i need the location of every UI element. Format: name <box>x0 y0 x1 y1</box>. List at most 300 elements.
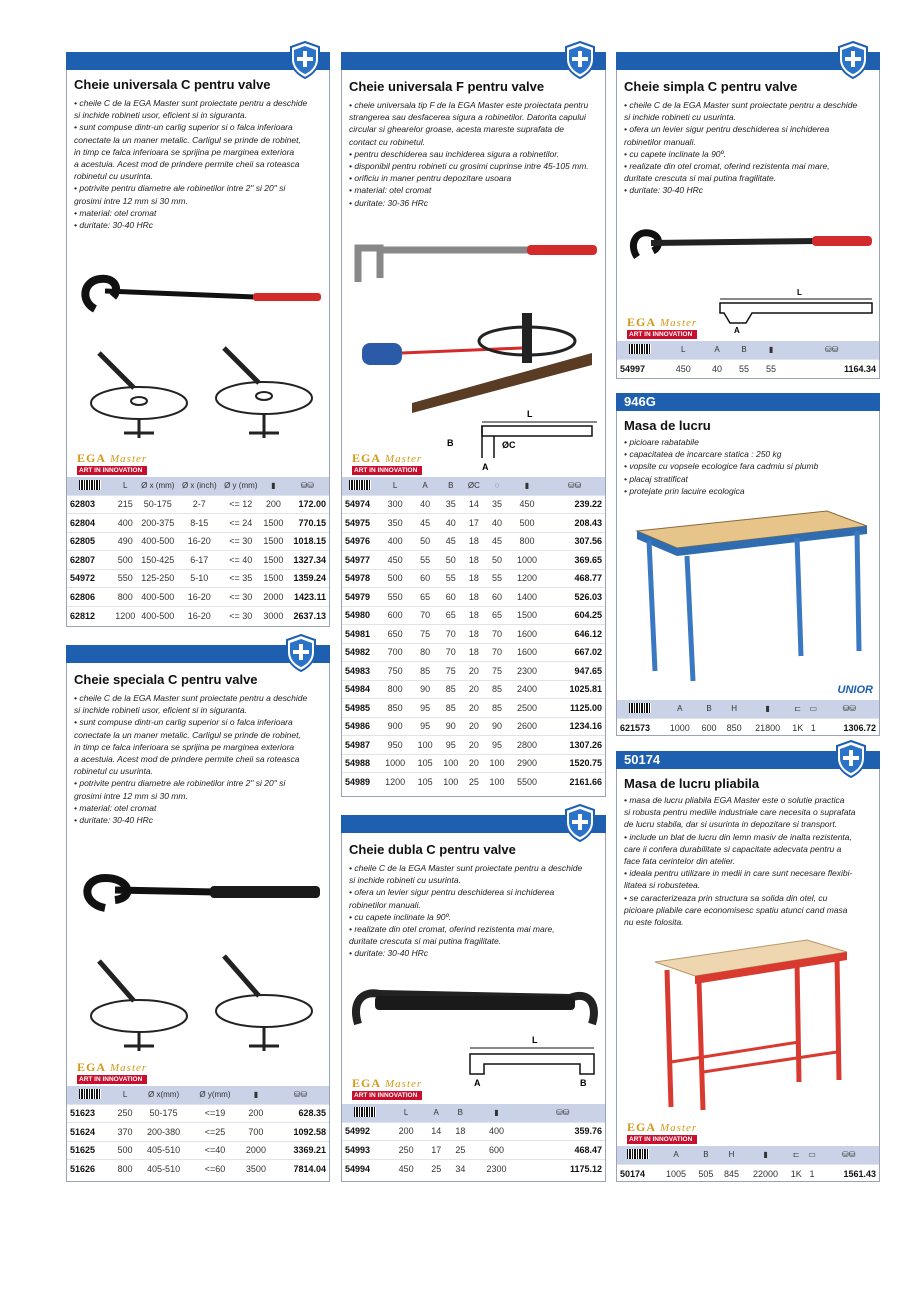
description-line: conectate la un maner metalic. Carligul se prinde de robinet, <box>74 134 301 145</box>
price-coins-icon: ⛁⛁ <box>272 1086 329 1104</box>
table-cell: 550 <box>113 569 137 588</box>
table-cell: 1K <box>787 1164 806 1183</box>
table-cell: 35 <box>438 495 464 514</box>
table-cell: 700 <box>378 643 412 662</box>
article-code: 54980 <box>342 606 378 625</box>
description-line: face fata cerintelor din atelier. <box>624 856 736 867</box>
article-code: 54976 <box>342 532 378 551</box>
description-line: robinetilor manuali. <box>624 136 696 147</box>
description-line: • masa de lucru pliabila EGA Master este o solutie practica <box>624 795 845 805</box>
description-line: • sunt compuse dintr-un carlig superior si o falca inferioara <box>74 717 293 728</box>
table-cell: 60 <box>412 569 438 588</box>
table-cell: 90 <box>412 680 438 699</box>
price-cell: 1234.16 <box>544 717 605 736</box>
article-code: 54975 <box>342 514 378 533</box>
description-line: grosimi intre 12 mm si 30 mm. <box>74 195 188 206</box>
price-cell: 667.02 <box>544 643 605 662</box>
ega-master-logo: EGA Master ART IN INNOVATION <box>77 451 148 474</box>
table-cell: 14 <box>464 495 485 514</box>
table-row <box>342 1159 605 1178</box>
table-cell: 90 <box>484 717 510 736</box>
table-cell: 2-7 <box>178 495 220 514</box>
product-title: Cheie simpla C pentru valve <box>624 79 798 94</box>
table-cell: 405-510 <box>137 1160 190 1179</box>
article-code: 54984 <box>342 680 378 699</box>
description-line: • cheile C de la EGA Master sunt proiectate pentru a deschide <box>74 98 308 108</box>
spec-table: A B H ▮ ⊏ ▭ ⛁⛁ 50174 1005 505 845 22000 1K 1 1561.43 <box>617 1146 879 1183</box>
product-code: 946G <box>624 394 656 409</box>
table-cell: 1K <box>789 718 807 737</box>
table-row <box>342 495 605 514</box>
table-cell: 55 <box>412 551 438 570</box>
product-description <box>74 692 307 826</box>
table-cell: 1600 <box>510 625 544 644</box>
table-cell: 55 <box>731 359 758 378</box>
price-coins-icon: ⛁⛁ <box>286 477 329 495</box>
price-cell: 208.43 <box>544 514 605 533</box>
article-code: 50174 <box>617 1164 659 1183</box>
dim-l-label: L <box>527 409 533 419</box>
article-code: 62804 <box>67 514 113 533</box>
product-title: Cheie dubla C pentru valve <box>349 842 516 857</box>
price-cell: 468.77 <box>544 569 605 588</box>
table-cell: 400 <box>472 1122 520 1141</box>
table-row <box>617 718 879 737</box>
table-row <box>342 699 605 718</box>
table-cell: <= 35 <box>220 569 261 588</box>
dim-b-label: B <box>580 1078 587 1088</box>
ega-master-logo: EGA Master ART IN INNOVATION <box>627 315 698 338</box>
card-cheie-speciala-c <box>66 645 330 1182</box>
description-line: • potrivite pentru diametre ale robinetilor intre 2" si 20" si <box>74 778 286 789</box>
article-code: 54982 <box>342 643 378 662</box>
table-cell: 845 <box>719 1164 745 1183</box>
spec-table: L Ø x(mm) Ø y(mm) ▮ ⛁⛁ 51623 250 50-175 <=19 200 628.35 51624 370 200-380 <=25 700 1092.58 51625 500 405-510 <=40 2000 3369.21 51626 800 405-510 <=60 3500 7814.04 <box>67 1086 329 1178</box>
description-line: a acestuia. Acest mod de prindere permite cheii sa roteasca <box>74 754 300 765</box>
weight-icon: ▮ <box>747 700 789 718</box>
table-row <box>342 662 605 681</box>
dim-a-label: A <box>474 1078 481 1088</box>
table-cell: 45 <box>438 532 464 551</box>
spec-table: L A B ▮ ⛁⛁ 54997 450 40 55 55 1164.34 <box>617 341 879 378</box>
product-description <box>74 97 307 231</box>
table-cell: 20 <box>464 699 485 718</box>
table-cell: 40 <box>412 495 438 514</box>
weight-icon: ▮ <box>240 1086 272 1104</box>
product-description <box>624 794 856 928</box>
table-row <box>342 532 605 551</box>
description-line: robinetul cu usurinta. <box>74 171 153 182</box>
price-cell: 2637.13 <box>286 606 329 625</box>
price-cell: 1327.34 <box>286 551 329 570</box>
article-code: 54989 <box>342 773 378 792</box>
table-cell: 3500 <box>240 1160 272 1179</box>
table-cell: 200 <box>261 495 285 514</box>
table-cell: 2400 <box>510 680 544 699</box>
description-line: robinetilor manuali. <box>349 899 421 910</box>
price-cell: 1520.75 <box>544 754 605 773</box>
price-cell: 369.65 <box>544 551 605 570</box>
card-masa-de-lucru <box>616 393 880 736</box>
table-cell: 85 <box>438 699 464 718</box>
table-row <box>617 1164 879 1183</box>
article-code: 62803 <box>67 495 113 514</box>
dimension-drawing <box>462 1034 602 1089</box>
table-row <box>342 1141 605 1160</box>
price-cell: 1018.15 <box>286 532 329 551</box>
table-cell: 20 <box>464 680 485 699</box>
table-row <box>67 495 329 514</box>
table-cell: 1400 <box>510 588 544 607</box>
product-title: Cheie universala F pentru valve <box>349 79 545 94</box>
weight-icon: ▮ <box>261 477 285 495</box>
dim-b-label: B <box>447 438 454 448</box>
price-cell: 1125.00 <box>544 699 605 718</box>
table-cell: 70 <box>412 606 438 625</box>
table-cell: 21800 <box>747 718 789 737</box>
price-cell: 646.12 <box>544 625 605 644</box>
price-cell: 1164.34 <box>785 359 879 378</box>
table-cell: 1600 <box>510 643 544 662</box>
spec-table: L A B ▮ ⛁⛁ 54992 200 14 18 400 359.76 54993 250 17 25 600 468.47 54994 450 25 34 2300 1175.12 <box>342 1104 605 1178</box>
dim-a-label: A <box>734 326 740 335</box>
description-line: • duritate: 30-36 HRc <box>349 197 429 208</box>
description-line: conectate la un maner metalic. Carligul se prinde de robinet, <box>74 729 301 740</box>
table-cell: 14 <box>424 1122 448 1141</box>
description-line: nu este folosita. <box>624 917 684 928</box>
table-row <box>342 625 605 644</box>
article-code: 54993 <box>342 1141 388 1160</box>
pallet-icon: ⊏ <box>789 700 807 718</box>
table-cell: 400 <box>113 514 137 533</box>
table-cell: 75 <box>438 662 464 681</box>
description-line: si robusta pentru mediile industriale care necesita o suprafata <box>624 807 856 818</box>
description-line: • cheile C de la EGA Master sunt proiectate pentru a deschide <box>624 100 858 110</box>
table-cell: 20 <box>464 662 485 681</box>
article-code: 62812 <box>67 606 113 625</box>
table-cell: 25 <box>464 773 485 792</box>
description-line: duritate crescuta si mai putina fragilitate. <box>624 173 777 184</box>
price-cell: 604.25 <box>544 606 605 625</box>
description-line: • orificiu in maner pentru depozitare usoara <box>349 173 512 184</box>
title-bar <box>616 393 880 411</box>
table-row <box>342 773 605 792</box>
table-cell: 85 <box>438 680 464 699</box>
article-code: 51626 <box>67 1160 113 1179</box>
price-cell: 1306.72 <box>820 718 879 737</box>
dimension-drawing <box>712 285 877 335</box>
table-cell: <=25 <box>190 1123 240 1142</box>
weight-icon: ▮ <box>510 477 544 495</box>
table-cell: 85 <box>412 662 438 681</box>
price-cell: 1025.81 <box>544 680 605 699</box>
description-line: • material: otel cromat <box>349 185 432 196</box>
dimension-drawing <box>442 408 602 473</box>
table-cell: 200 <box>240 1104 272 1123</box>
table-cell: 400-500 <box>137 588 178 607</box>
table-cell: 1000 <box>378 754 412 773</box>
table-cell: 18 <box>464 625 485 644</box>
table-row <box>67 532 329 551</box>
price-coins-icon: ⛁⛁ <box>818 1146 879 1164</box>
table-cell: 100 <box>438 773 464 792</box>
table-cell: <= 12 <box>220 495 261 514</box>
price-cell: 307.56 <box>544 532 605 551</box>
table-cell: 95 <box>412 699 438 718</box>
table-cell: 1000 <box>663 718 696 737</box>
table-cell: 16-20 <box>178 532 220 551</box>
table-row <box>342 569 605 588</box>
description-line: • realizate din otel cromat, oferind rezistenta mai mare, <box>349 924 555 935</box>
table-cell: 800 <box>510 532 544 551</box>
table-cell: 70 <box>484 625 510 644</box>
description-line: • ofera un levier sigur pentru deschiderea si inchiderea <box>624 124 830 135</box>
product-description <box>349 99 589 209</box>
price-cell: 1307.26 <box>544 736 605 755</box>
description-line: si inchide robineti usor, eficient si in siguranta. <box>74 705 247 716</box>
description-line: grosimi intre 12 mm si 30 mm. <box>74 790 188 801</box>
table-cell: 200-375 <box>137 514 178 533</box>
table-cell: 20 <box>464 717 485 736</box>
article-code: 54997 <box>617 359 663 378</box>
card-cheie-dubla-c <box>341 815 606 1182</box>
workbench-image <box>627 506 872 686</box>
table-cell: 20 <box>464 736 485 755</box>
description-line: robinetul cu usurinta. <box>74 766 153 777</box>
table-cell: 18 <box>464 606 485 625</box>
description-line: • cheile C de la EGA Master sunt proiectate pentru a deschide <box>74 693 308 703</box>
table-cell: 16-20 <box>178 606 220 625</box>
table-row <box>67 1160 329 1179</box>
description-line: • cheie universala tip F de la EGA Master este proiectata pentru <box>349 100 589 110</box>
table-cell: 50-175 <box>137 1104 190 1123</box>
ega-master-logo: EGA Master ART IN INNOVATION <box>352 451 423 474</box>
table-cell: 20 <box>464 754 485 773</box>
table-cell: 600 <box>472 1141 520 1160</box>
table-cell: 400 <box>378 532 412 551</box>
spec-table: A B H ▮ ⊏ ▭ ⛁⛁ 621573 1000 600 850 21800 1K 1 1306.72 <box>617 700 879 737</box>
wrench-f-image <box>352 238 602 288</box>
barcode-icon <box>627 1149 649 1159</box>
barcode-icon <box>79 480 101 490</box>
table-cell: 505 <box>693 1164 719 1183</box>
wrench-special-image <box>75 868 325 918</box>
description-line: • duritate: 30-40 HRc <box>74 220 154 231</box>
price-cell: 1175.12 <box>521 1159 605 1178</box>
table-cell: 5-10 <box>178 569 220 588</box>
table-cell: <= 24 <box>220 514 261 533</box>
table-row <box>67 514 329 533</box>
table-cell: 650 <box>378 625 412 644</box>
table-cell: 1 <box>806 1164 819 1183</box>
table-cell: 1500 <box>510 606 544 625</box>
wrench-simple-image <box>627 223 877 263</box>
article-code: 54983 <box>342 662 378 681</box>
table-cell: 40 <box>704 359 731 378</box>
table-cell: 85 <box>484 699 510 718</box>
description-line: • vopsite cu vopsele ecologice fara cadmiu si plumb <box>624 461 819 472</box>
folding-workbench-image <box>647 932 857 1112</box>
ega-master-logo: EGA Master ART IN INNOVATION <box>627 1120 698 1143</box>
table-cell: 17 <box>464 514 485 533</box>
article-code: 54994 <box>342 1159 388 1178</box>
table-cell: 60 <box>484 588 510 607</box>
table-cell: 1 <box>807 718 820 737</box>
description-line: • se caracterizeaza prin structura sa solida din otel, cu <box>624 892 828 903</box>
spec-table: L A B ØC ◌ ▮ ⛁⛁ 54974 300 40 35 14 35 450 239.22 54975 350 45 40 17 40 500 208.43 54976 400 50 45 18 45 800 307.56 54977 450 55 50 18 50 1000 369.65 54978 500 60 55 18 55 1200 468.77 54979 550 65 60 18 60 1400 526.03 54980 600 70 65 18 65 1500 604.25 54981 650 75 70 18 70 1600 646.12 54982 700 80 70 18 70 1600 667.02 54983 750 85 75 20 75 2300 947.65 54984 800 90 85 20 85 2400 1025.81 54985 850 95 85 20 85 2500 1125.00 54986 900 95 90 20 90 2600 1234.16 54987 950 100 95 20 95 2800 1307.26 54988 1000 105 100 20 100 2900 1520.75 54989 1200 105 100 25 100 5500 2161.66 <box>342 477 605 791</box>
description-line: • capacitatea de incarcare statica : 250 kg <box>624 449 782 460</box>
description-line: de lucru stabila, dar si usurinta in depozitare si transport. <box>624 819 838 830</box>
usage-illustration <box>79 333 324 443</box>
description-line: contact cu robinetul. <box>349 136 426 147</box>
table-cell: 450 <box>510 495 544 514</box>
table-cell: 500 <box>113 551 137 570</box>
table-cell: 50 <box>438 551 464 570</box>
description-line: care ii confera durabilitate si capacitate adecvata pentru a <box>624 843 842 854</box>
table-cell: 2900 <box>510 754 544 773</box>
table-cell: 1005 <box>659 1164 693 1183</box>
table-cell: 18 <box>464 551 485 570</box>
dim-l-label: L <box>797 288 802 297</box>
description-line: • duritate: 30-40 HRc <box>624 185 704 196</box>
dim-c-label: ØC <box>502 440 516 450</box>
article-code: 54985 <box>342 699 378 718</box>
table-cell: 70 <box>438 643 464 662</box>
table-row <box>617 359 879 378</box>
price-cell: 1561.43 <box>818 1164 879 1183</box>
table-cell: <= 30 <box>220 532 261 551</box>
price-cell: 239.22 <box>544 495 605 514</box>
price-cell: 2161.66 <box>544 773 605 792</box>
table-cell: 80 <box>412 643 438 662</box>
table-cell: 215 <box>113 495 137 514</box>
dim-l-label: L <box>532 1035 538 1045</box>
table-row <box>67 606 329 625</box>
price-cell: 1359.24 <box>286 569 329 588</box>
table-cell: 50-175 <box>137 495 178 514</box>
table-cell: 125-250 <box>137 569 178 588</box>
barcode-icon <box>354 1107 376 1117</box>
table-row <box>342 736 605 755</box>
price-cell: 468.47 <box>521 1141 605 1160</box>
price-cell: 172.00 <box>286 495 329 514</box>
table-row <box>342 588 605 607</box>
package-icon: ▭ <box>806 1146 819 1164</box>
table-cell: 2600 <box>510 717 544 736</box>
table-cell: 250 <box>388 1141 424 1160</box>
table-cell: 800 <box>113 588 137 607</box>
weight-icon: ▮ <box>758 341 785 359</box>
card-cheie-universala-f <box>341 52 606 797</box>
table-cell: 75 <box>484 662 510 681</box>
article-code: 51623 <box>67 1104 113 1123</box>
table-cell: 450 <box>378 551 412 570</box>
shield-plus-icon <box>835 740 867 778</box>
article-code: 62806 <box>67 588 113 607</box>
description-line: picioare pliabile care economisesc spatiu atunci cand masa <box>624 904 848 915</box>
table-row <box>342 754 605 773</box>
table-cell: 55 <box>438 569 464 588</box>
table-cell: 18 <box>464 588 485 607</box>
price-cell: 1092.58 <box>272 1123 329 1142</box>
table-cell: 200-380 <box>137 1123 190 1142</box>
table-cell: 850 <box>378 699 412 718</box>
table-row <box>342 551 605 570</box>
table-cell: <= 30 <box>220 606 261 625</box>
barcode-icon <box>629 703 651 713</box>
table-cell: 200 <box>388 1122 424 1141</box>
table-cell: <=40 <box>190 1141 240 1160</box>
table-row <box>67 569 329 588</box>
shield-plus-icon <box>564 804 596 842</box>
article-code: 54992 <box>342 1122 388 1141</box>
table-cell: <=60 <box>190 1160 240 1179</box>
table-cell: 70 <box>484 643 510 662</box>
article-code: 54981 <box>342 625 378 644</box>
price-coins-icon: ⛁⛁ <box>820 700 879 718</box>
article-code: 621573 <box>617 718 663 737</box>
price-coins-icon: ⛁⛁ <box>521 1104 605 1122</box>
table-cell: 18 <box>464 643 485 662</box>
description-line: circular si ghearelor groase, acesta mareste suprafata de <box>349 124 564 135</box>
product-description <box>624 99 857 197</box>
article-code: 62807 <box>67 551 113 570</box>
table-cell: 16-20 <box>178 588 220 607</box>
table-cell: 450 <box>388 1159 424 1178</box>
article-code: 54987 <box>342 736 378 755</box>
ega-master-logo: EGA Master ART IN INNOVATION <box>77 1060 148 1083</box>
table-cell: 105 <box>412 754 438 773</box>
usage-illustration <box>79 946 324 1056</box>
article-code: 54979 <box>342 588 378 607</box>
double-wrench-image <box>350 984 600 1034</box>
table-cell: 550 <box>378 588 412 607</box>
price-coins-icon: ⛁⛁ <box>785 341 879 359</box>
table-cell: 400-500 <box>137 606 178 625</box>
table-cell: 50 <box>484 551 510 570</box>
ega-master-logo: EGA Master ART IN INNOVATION <box>352 1076 423 1099</box>
table-cell: 1000 <box>510 551 544 570</box>
weight-icon: ▮ <box>744 1146 787 1164</box>
table-cell: 250 <box>113 1104 137 1123</box>
article-code: 62805 <box>67 532 113 551</box>
article-code: 51625 <box>67 1141 113 1160</box>
table-cell: 34 <box>448 1159 472 1178</box>
product-title: Cheie universala C pentru valve <box>74 77 271 92</box>
table-cell: 800 <box>378 680 412 699</box>
table-cell: 450 <box>663 359 704 378</box>
table-cell: 350 <box>378 514 412 533</box>
table-cell: 105 <box>412 773 438 792</box>
table-cell: 300 <box>378 495 412 514</box>
table-cell: 2500 <box>510 699 544 718</box>
table-cell: 750 <box>378 662 412 681</box>
table-cell: 2800 <box>510 736 544 755</box>
barcode-icon <box>349 480 371 490</box>
description-line: • ideala pentru utilizare in medii in care sunt necesare flexibi- <box>624 868 853 879</box>
table-cell: 65 <box>412 588 438 607</box>
table-cell: 65 <box>484 606 510 625</box>
table-cell: 1200 <box>510 569 544 588</box>
product-title: Masa de lucru <box>624 418 711 433</box>
table-row <box>67 588 329 607</box>
shield-plus-icon <box>285 634 317 672</box>
description-line: • material: otel cromat <box>74 207 157 218</box>
table-row <box>342 1122 605 1141</box>
table-cell: 900 <box>378 717 412 736</box>
table-cell: 18 <box>464 569 485 588</box>
table-cell: 8-15 <box>178 514 220 533</box>
